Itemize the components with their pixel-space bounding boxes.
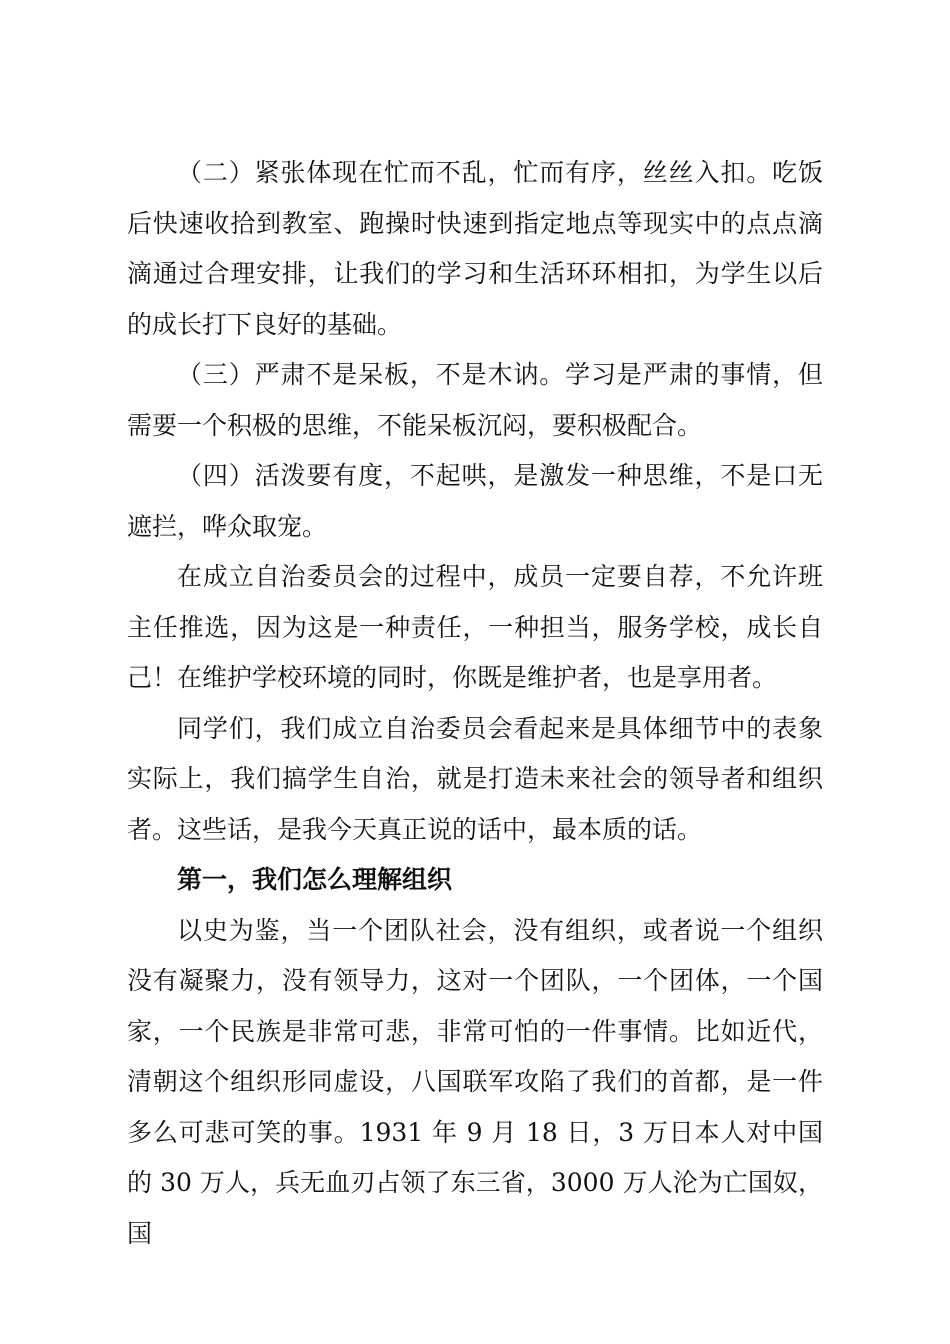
paragraph-history: 以史为鉴，当一个团队社会，没有组织，或者说一个组织没有凝聚力，没有领导力，这对一个团队，一个团体，一个国家，一个民族是非常可悲，非常可怕的一件事情。比如近代，清朝这个组织形同虚设，八国联军攻陷了我们的首都，是一件多么可悲可笑的事。1931 年 9 月 18 日，3 万日本人对中国的 30 万人，兵无血刃占领了东三省，3000 万人沦为亡国奴，国 — [127, 915, 823, 1248]
paragraph-liveliness: （四）活泼要有度，不起哄，是激发一种思维，不是口无遮拦，哗众取宠。 — [127, 461, 823, 541]
paragraph-committee-process: 在成立自治委员会的过程中，成员一定要自荐，不允许班主任推选，因为这是一种责任，一种担当，服务学校，成长自己！在维护学校环境的同时，你既是维护者，也是享用者。 — [127, 562, 823, 692]
paragraph-student-autonomy: 同学们，我们成立自治委员会看起来是具体细节中的表象实际上，我们搞学生自治，就是打造未来社会的领导者和组织者。这些话，是我今天真正说的话中，最本质的话。 — [127, 713, 823, 844]
section-heading: 第一，我们怎么理解组织 — [177, 865, 453, 894]
paragraph-seriousness: （三）严肃不是呆板，不是木讷。学习是严肃的事情，但需要一个积极的思维，不能呆板沉闷，要积极配合。 — [127, 360, 823, 440]
paragraph-tension: （二）紧张体现在忙而不乱，忙而有序，丝丝入扣。吃饭后快速收拾到教室、跑操时快速到指定地点等现实中的点点滴滴通过合理安排，让我们的学习和生活环环相扣，为学生以后的成长打下良好的基础。 — [127, 158, 823, 339]
document-page — [127, 148, 823, 1259]
